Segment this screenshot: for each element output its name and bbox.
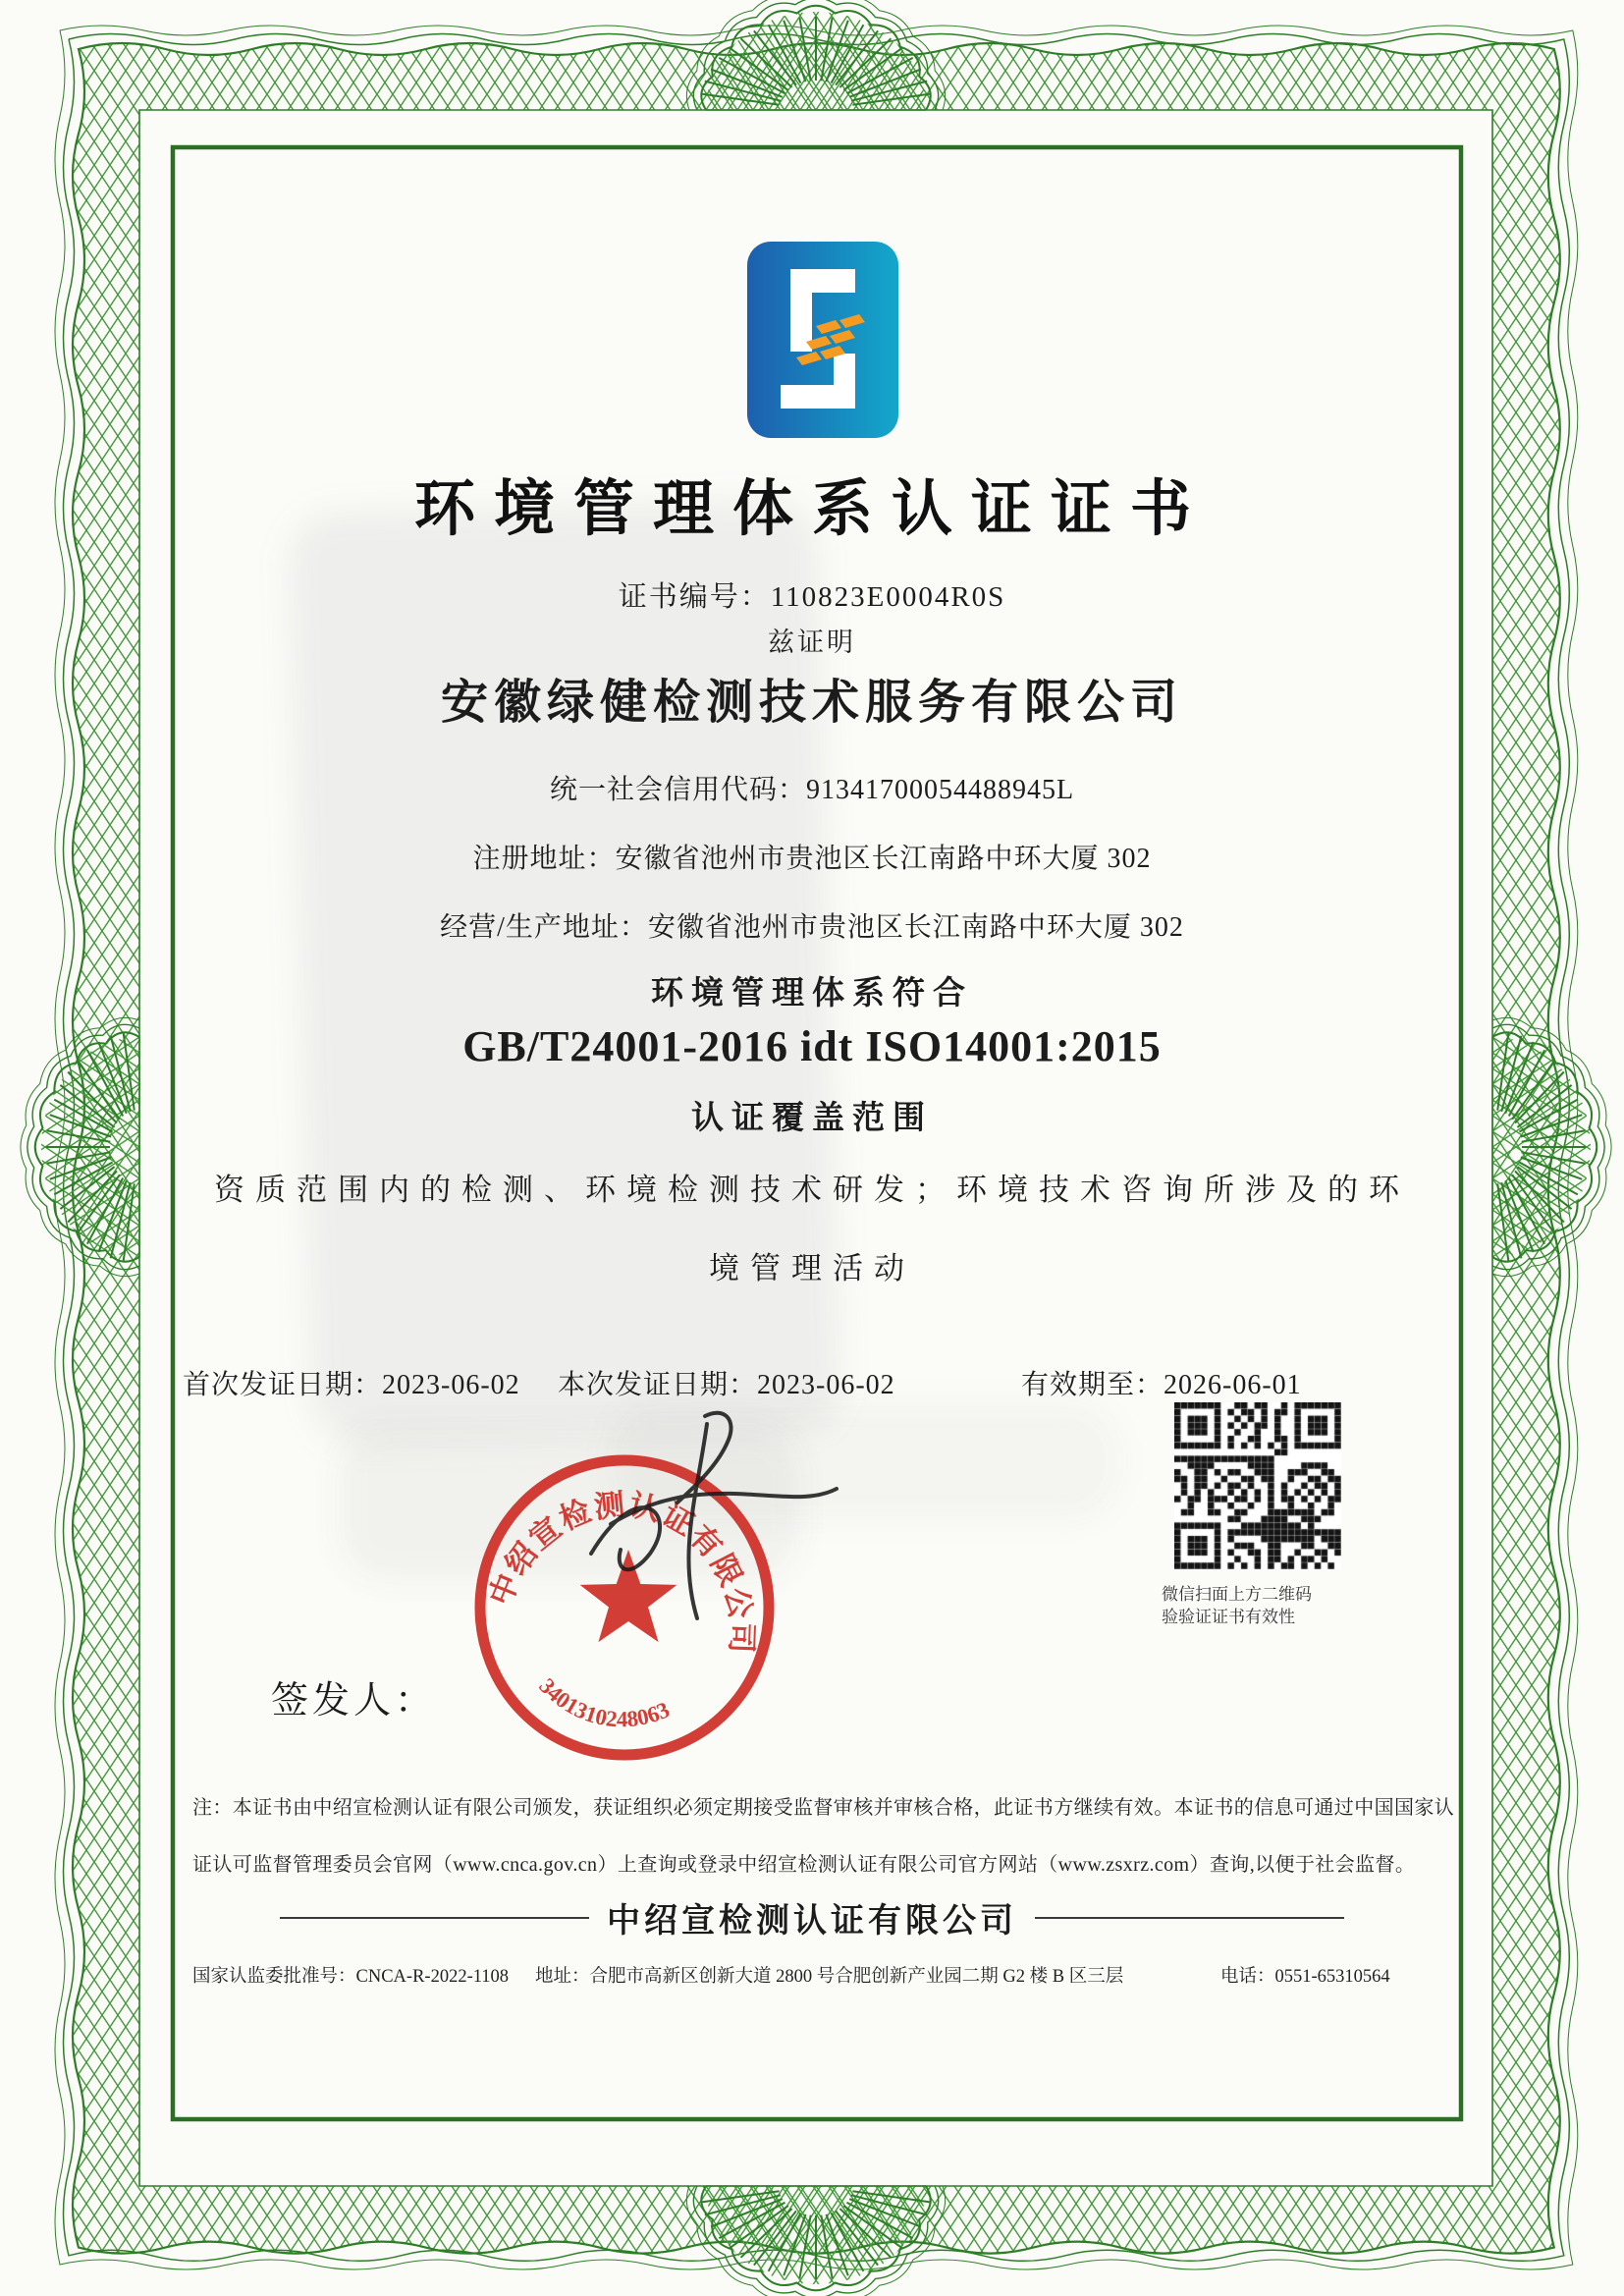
standard-reference: GB/T24001-2016 idt ISO14001:2015 (462, 1022, 1162, 1070)
credit-code-value: 91341700054488945L (805, 775, 1075, 805)
note-line-2: 证认可监督管理委员会官网（www.cnca.gov.cn）上查询或登录中绍宣检测认证有限公司官方网站（www.zsxrz.com）查询,以便于社会监督。 (192, 1854, 1416, 1876)
conformity-statement: 环境管理体系符合 (651, 976, 973, 1011)
approval-number: CNCA-R-2022-1108 (355, 1967, 510, 1987)
credit-code-line (174, 768, 1450, 807)
certificate-number-label: 证书编号： (618, 581, 771, 613)
registered-address-value: 安徽省池州市贵池区长江南路中环大厦 302 (615, 844, 1152, 874)
issuer-name: 中绍宣检测认证有限公司 (607, 1903, 1017, 1940)
credit-code-label: 统一社会信用代码： (549, 775, 806, 805)
scope-heading: 认证覆盖范围 (691, 1101, 933, 1136)
first-issue-date-line (183, 1363, 520, 1402)
reissue-date: 2023-06-02 (757, 1370, 895, 1400)
issuer-address-line (535, 1962, 1123, 1988)
valid-until-date: 2026-06-01 (1164, 1370, 1302, 1400)
certificate-number-line (174, 574, 1450, 615)
scope-line-2: 境管理活动 (709, 1251, 915, 1285)
approval-label: 国家认监委批准号： (192, 1967, 356, 1987)
first-issue-label: 首次发证日期： (183, 1370, 383, 1400)
qr-code (1174, 1402, 1341, 1569)
issuer-phone-label: 电话： (1220, 1967, 1275, 1987)
issuer-address-label: 地址： (535, 1967, 590, 1987)
seal-company-text: 中绍宣检测认证有限公司 (482, 1487, 760, 1657)
issuer-address-value: 合肥市高新区创新大道 2800 号合肥创新产业园二期 G2 楼 B 区三层 (589, 1967, 1124, 1987)
issuer-divider-right (1035, 1917, 1344, 1919)
scope-line-1: 资质范围内的检测、环境检测技术研发；环境技术咨询所涉及的环 (214, 1173, 1410, 1207)
seal-number-text: 3401310248063 (534, 1673, 674, 1732)
certification-body-logo (730, 236, 916, 447)
operation-address-value: 安徽省池州市贵池区长江南路中环大厦 302 (647, 912, 1184, 943)
issuer-row (174, 1893, 1450, 1941)
qr-caption-line-2: 验验证证书有效性 (1162, 1608, 1295, 1626)
hereby-text: 兹证明 (768, 628, 856, 657)
operation-address-line (174, 905, 1450, 945)
registered-address-line (174, 837, 1450, 876)
certificate-title: 环境管理体系认证证书 (413, 476, 1210, 543)
issuer-phone-line (1220, 1962, 1390, 1988)
registered-address-label: 注册地址： (472, 844, 616, 874)
certificate-number: 110823E0004R0S (770, 581, 1006, 613)
valid-until-line (1021, 1363, 1302, 1402)
first-issue-date: 2023-06-02 (382, 1370, 520, 1400)
reissue-label: 本次发证日期： (558, 1370, 758, 1400)
signature-stroke (530, 1404, 854, 1669)
certified-company-name: 安徽绿健检测技术服务有限公司 (440, 677, 1183, 729)
issuer-phone-value: 0551-65310564 (1274, 1967, 1390, 1987)
approval-number-line (192, 1962, 509, 1988)
operation-address-label: 经营/生产地址： (440, 912, 648, 943)
issuer-divider-left (280, 1917, 589, 1919)
qr-caption-line-1: 微信扫面上方二维码 (1162, 1585, 1312, 1604)
reissue-date-line (558, 1363, 895, 1402)
note-line-1: 注：本证书由中绍宣检测认证有限公司颁发，获证组织必须定期接受监督审核并审核合格，此证书方继续有效。本证书的信息可通过中国国家认 (192, 1797, 1455, 1819)
valid-until-label: 有效期至： (1021, 1370, 1164, 1400)
qr-caption (1162, 1583, 1312, 1628)
signer-label: 签发人： (271, 1680, 437, 1722)
